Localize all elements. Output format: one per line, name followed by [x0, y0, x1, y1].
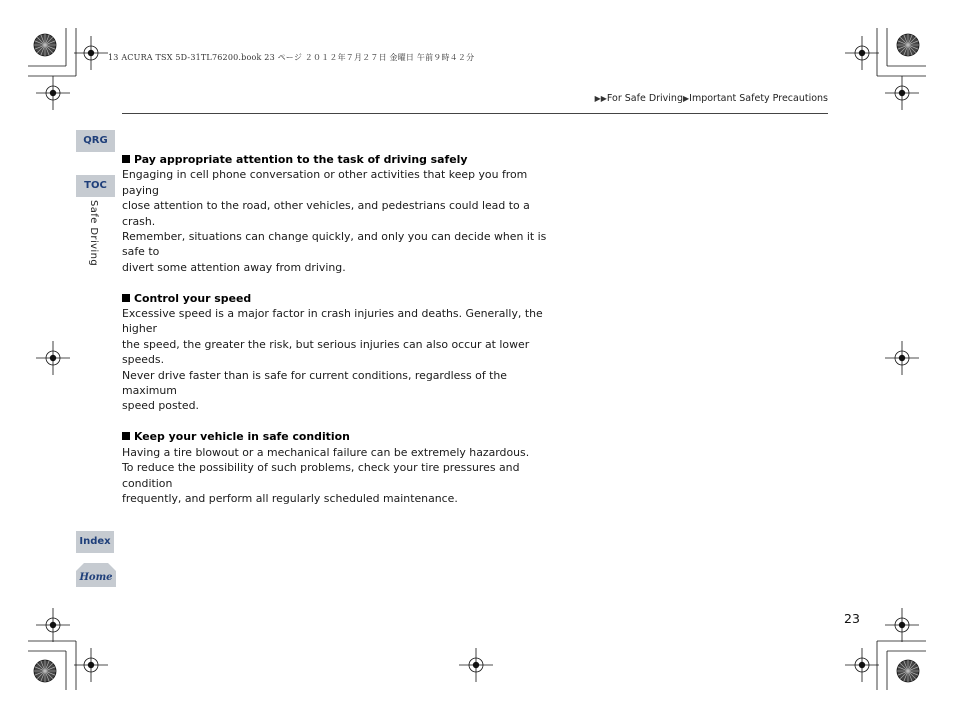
section-line: Remember, situations can change quickly, and only you can decide when it is safe to — [122, 230, 547, 259]
section-line: the speed, the greater the risk, but serious injuries can also occur at lower speeds. — [122, 337, 530, 367]
breadcrumb-parent-link[interactable]: For Safe Driving — [606, 93, 683, 104]
breadcrumb-current[interactable]: Important Safety Precautions — [689, 93, 828, 104]
section-line: close attention to the road, other vehicles, and pedestrians could lead to a crash. — [122, 199, 530, 228]
color-target-icon — [34, 34, 56, 56]
section-line: Engaging in cell phone conversation or other activities that keep you from paying — [122, 168, 528, 197]
color-target-icon — [897, 34, 919, 56]
section-heading: Keep your vehicle in safe condition — [122, 429, 562, 444]
crosshair-icon — [885, 608, 919, 642]
print-header: 13 ACURA TSX 5D-31TL76200.book 23 ページ ２０１２年７月２７日 金曜日 午前９時４２分 — [108, 53, 475, 62]
section-line: To reduce the possibility of such problems, check your tire pressures and condition — [122, 461, 520, 490]
crosshair-icon — [845, 648, 879, 682]
color-target-icon — [897, 660, 919, 682]
section-heading: Pay appropriate attention to the task of driving safely — [122, 152, 562, 167]
crosshair-icon — [36, 76, 70, 110]
section-line: frequently, and perform all regularly scheduled maintenance. — [122, 491, 458, 505]
breadcrumb-double-arrow-icon: ▶▶ — [594, 94, 607, 103]
section-line: Never drive faster than is safe for current conditions, regardless of the maximum — [122, 368, 507, 398]
toc-button[interactable]: TOC — [76, 175, 115, 197]
qrg-button[interactable]: QRG — [76, 130, 115, 152]
crosshair-icon — [459, 648, 493, 682]
home-label: Home — [79, 572, 113, 583]
crosshair-icon — [36, 341, 70, 375]
crosshair-icon — [885, 76, 919, 110]
section-line: Excessive speed is a major factor in crash injuries and deaths. Generally, the higher — [122, 307, 543, 336]
crosshair-icon — [74, 36, 108, 70]
section-line: divert some attention away from driving. — [122, 260, 346, 274]
page-number: 23 — [844, 611, 860, 626]
crosshair-icon — [885, 341, 919, 375]
color-target-icon — [34, 660, 56, 682]
index-button[interactable]: Index — [76, 531, 114, 553]
breadcrumb-arrow-icon: ▶ — [683, 94, 690, 103]
crosshair-icon — [74, 648, 108, 682]
section-line: speed posted. — [122, 399, 199, 413]
crosshair-icon — [845, 36, 879, 70]
section-tab-label: Safe Driving — [88, 200, 99, 267]
section-line: Having a tire blowout or a mechanical failure can be extremely hazardous. — [122, 445, 530, 459]
section-heading: Control your speed — [122, 291, 562, 306]
crosshair-icon — [36, 608, 70, 642]
